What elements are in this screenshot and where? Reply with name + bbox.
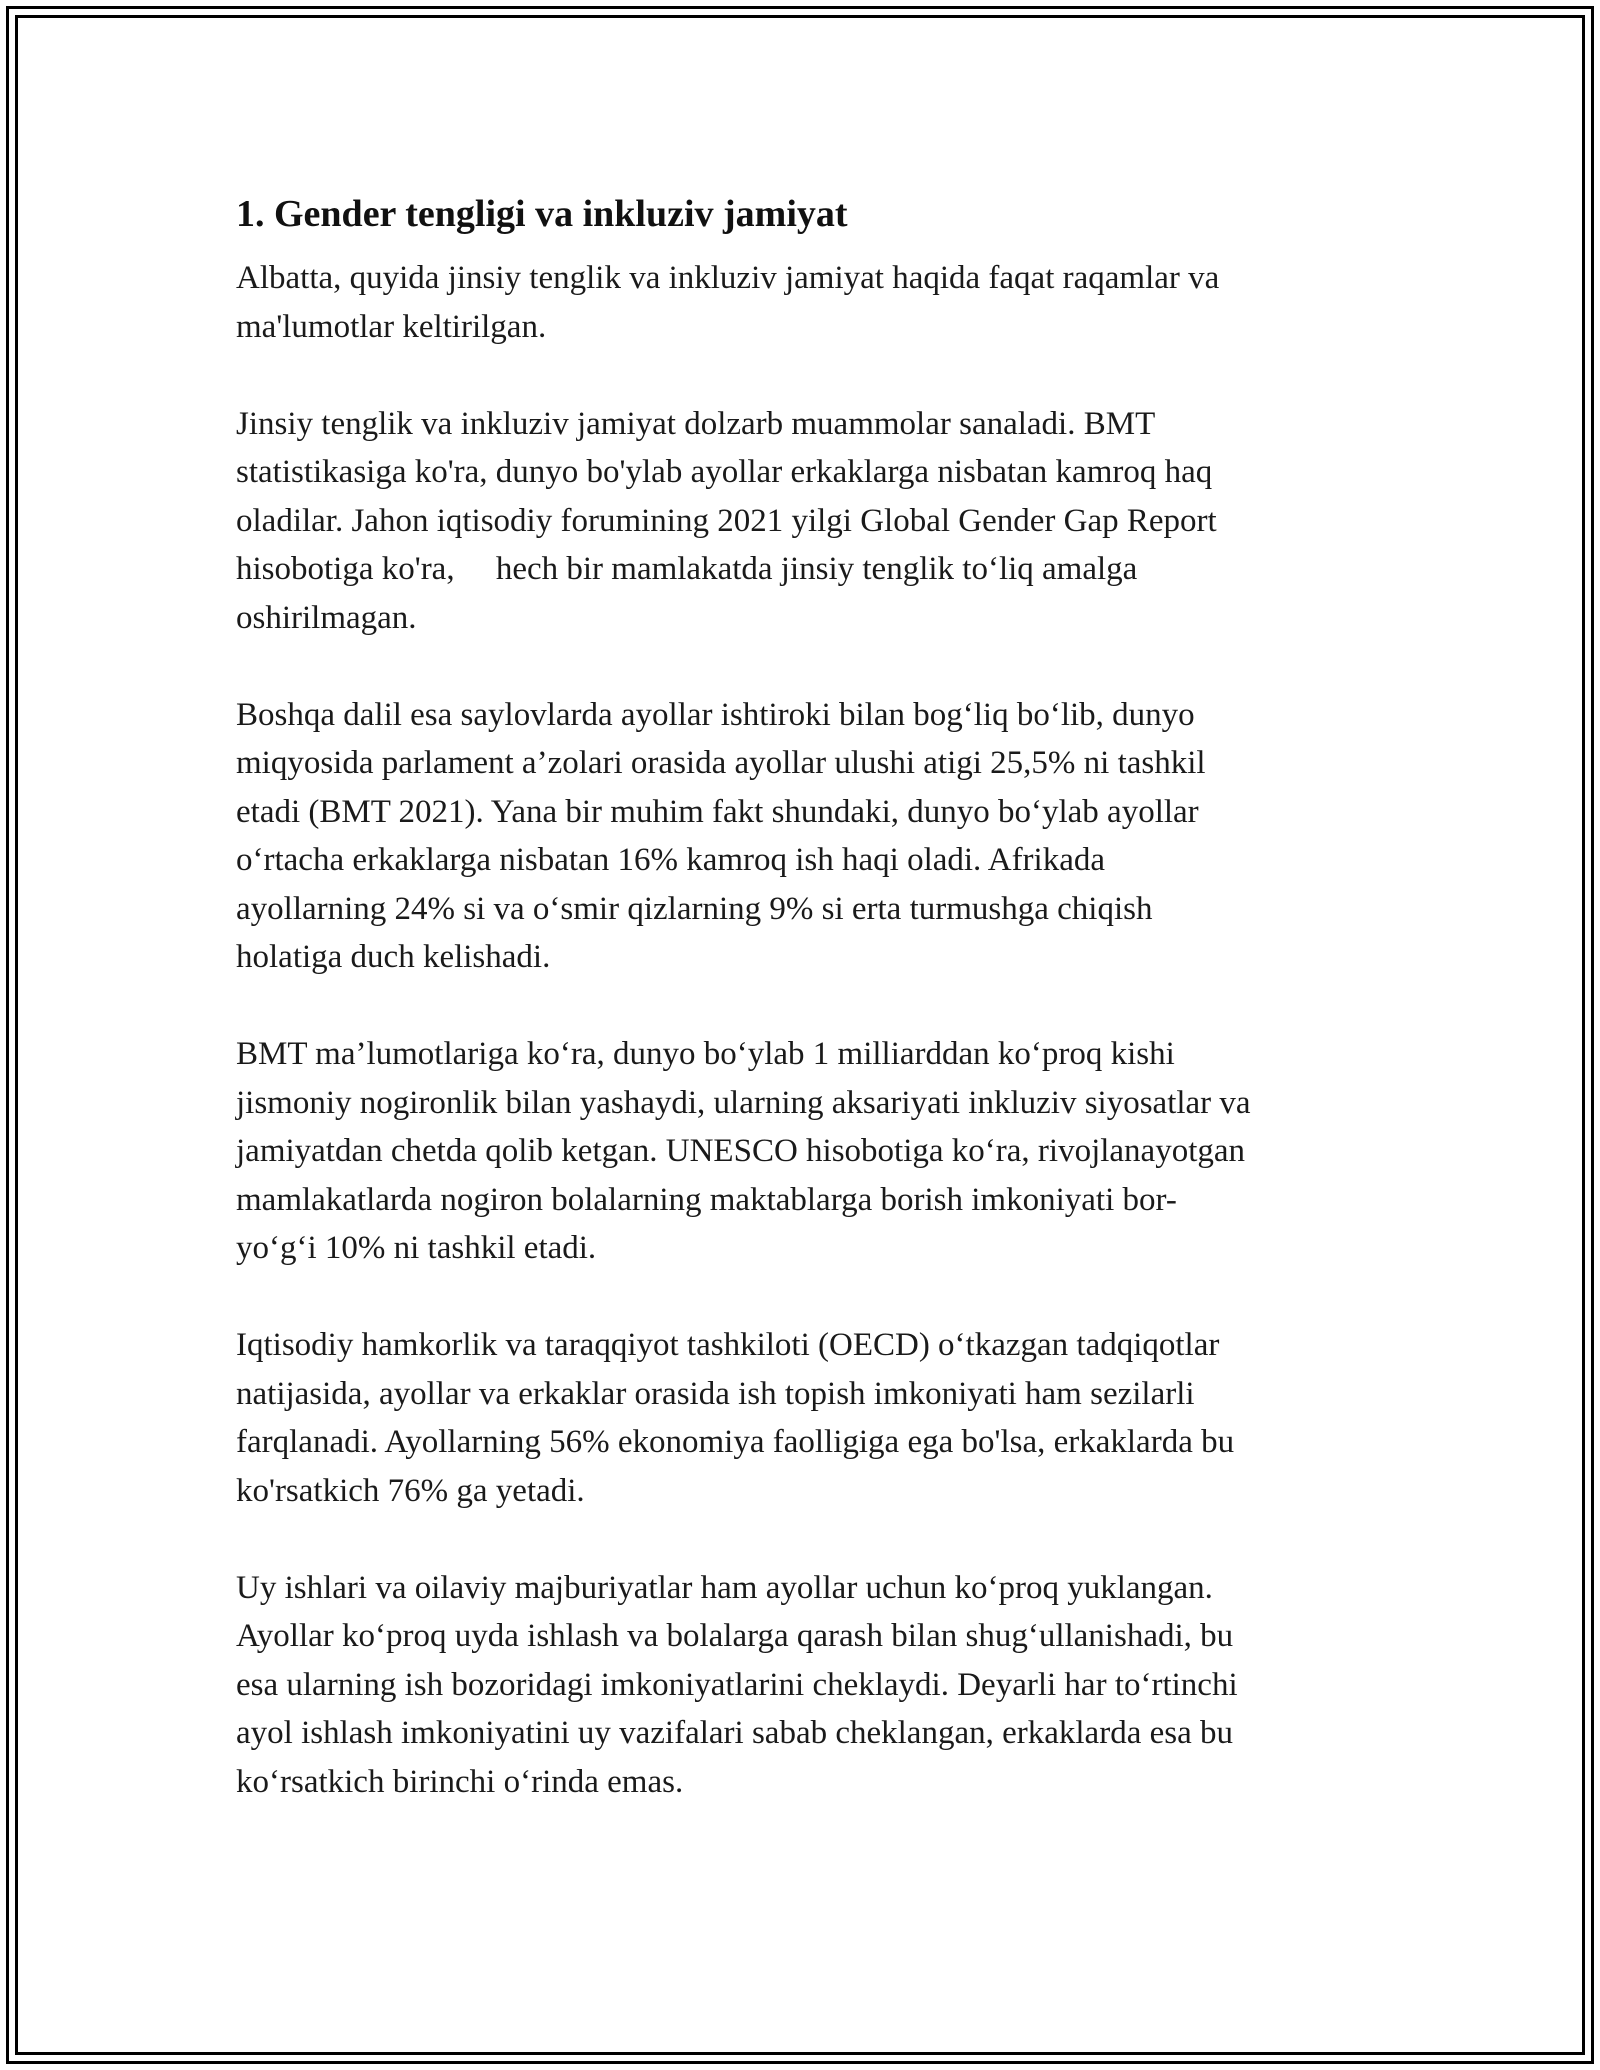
- paragraph-intro: [236, 254, 1366, 351]
- paragraph-gender-gap: [236, 400, 1366, 643]
- text-line: miqyosida parlament a’zolari orasida ayollar ulushi atigi 25,5% ni tashkil: [236, 745, 1206, 781]
- text-line: statistikasiga ko'ra, dunyo bo'ylab ayollar erkaklarga nisbatan kamroq haq: [236, 454, 1213, 490]
- paragraph-women-parliament: [236, 691, 1366, 982]
- document-body: [236, 186, 1366, 1855]
- text-line: Boshqa dalil esa saylovlarda ayollar ishtiroki bilan bog‘liq bo‘lib, dunyo: [236, 696, 1195, 733]
- text-line: oshirilmagan.: [236, 599, 417, 636]
- text-line: ayollarning 24% si va o‘smir qizlarning 9% si erta turmushga chiqish: [236, 890, 1153, 927]
- text-line: ayol ishlash imkoniyatini uy vazifalari sabab cheklangan, erkaklarda esa bu: [236, 1715, 1233, 1751]
- text-line: ko‘rsatkich birinchi o‘rinda emas.: [236, 1763, 684, 1800]
- text-line: Uy ishlari va oilaviy majburiyatlar ham ayollar uchun ko‘proq yuklangan.: [236, 1569, 1213, 1606]
- text-line: jamiyatdan chetda qolib ketgan. UNESCO hisobotiga ko‘ra, rivojlanayotgan: [236, 1133, 1246, 1169]
- text-line: o‘rtacha erkaklarga nisbatan 16% kamroq ish haqi oladi. Afrikada: [236, 842, 1106, 878]
- text-line: Albatta, quyida jinsiy tenglik va inkluziv jamiyat haqida faqat raqamlar va: [236, 260, 1220, 296]
- document-title: 1. Gender tengligi va inkluziv jamiyat: [236, 193, 848, 235]
- text-line: ma'lumotlar keltirilgan.: [236, 308, 547, 345]
- paragraph-household: [236, 1564, 1366, 1807]
- paragraph-disability: [236, 1030, 1366, 1273]
- text-line: farqlanadi. Ayollarning 56% ekonomiya faolligiga ega bo'lsa, erkaklarda bu: [236, 1424, 1235, 1460]
- paragraph-oecd: [236, 1321, 1366, 1515]
- text-line: natijasida, ayollar va erkaklar orasida ish topish imkoniyati ham sezilarli: [236, 1375, 1195, 1412]
- text-line: holatiga duch kelishadi.: [236, 939, 551, 975]
- text-line: mamlakatlarda nogiron bolalarning maktablarga borish imkoniyati bor-: [236, 1181, 1177, 1218]
- text-line: Jinsiy tenglik va inkluziv jamiyat dolzarb muammolar sanaladi. BMT: [236, 405, 1156, 442]
- text-line: BMT ma’lumotlariga ko‘ra, dunyo bo‘ylab 1 milliarddan ko‘proq kishi: [236, 1036, 1175, 1072]
- text-line: ko'rsatkich 76% ga yetadi.: [236, 1472, 585, 1509]
- text-line: yo‘g‘i 10% ni tashkil etadi.: [236, 1230, 597, 1266]
- text-line: hisobotiga ko'ra, hech bir mamlakatda jinsiy tenglik to‘liq amalga: [236, 551, 1138, 587]
- text-line: esa ularning ish bozoridagi imkoniyatlarini cheklaydi. Deyarli har to‘rtinchi: [236, 1666, 1238, 1703]
- text-line: Iqtisodiy hamkorlik va taraqqiyot tashkiloti (OECD) o‘tkazgan tadqiqotlar: [236, 1327, 1220, 1363]
- text-line: etadi (BMT 2021). Yana bir muhim fakt shundaki, dunyo bo‘ylab ayollar: [236, 793, 1199, 830]
- text-line: oladilar. Jahon iqtisodiy forumining 2021 yilgi Global Gender Gap Report: [236, 502, 1217, 539]
- text-line: jismoniy nogironlik bilan yashaydi, ularning aksariyati inkluziv siyosatlar va: [236, 1084, 1251, 1121]
- text-line: Ayollar ko‘proq uyda ishlash va bolalarga qarash bilan shug‘ullanishadi, bu: [236, 1618, 1234, 1654]
